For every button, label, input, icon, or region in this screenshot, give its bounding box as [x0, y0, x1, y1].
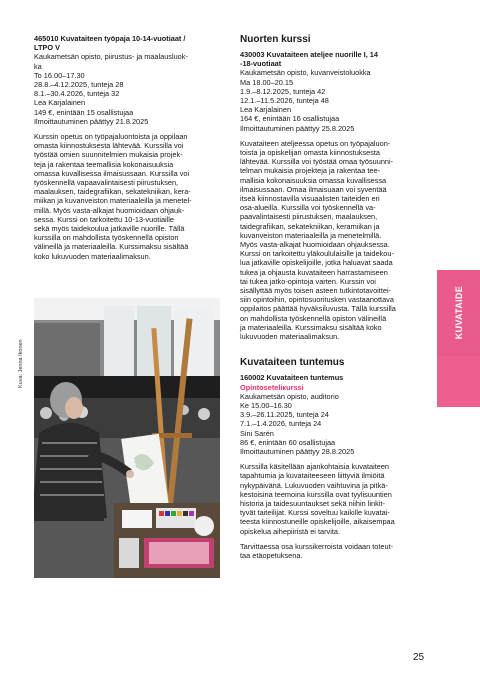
info-line: Ilmoittautuminen päättyy 25.8.2025: [240, 123, 355, 133]
desc-line: lukuvuoden materiaalimaksun.: [240, 332, 340, 342]
desc-line: tukea ja ohjausta kuvataiteen harrastamiseen: [240, 267, 388, 277]
desc-line: sekä myös taidekoulua jatkaville nuorille. Tällä: [34, 224, 185, 234]
desc-line: Kurssi on tarkoitettu yläkoululaisille ja taidekou-: [240, 249, 394, 259]
desc-line: teja ja rakentaa teemallisia kokonaisuuksia: [34, 159, 174, 169]
course-160002-description: [240, 462, 430, 536]
info-line: ka: [34, 61, 42, 71]
course-465010-title: [34, 34, 224, 52]
course-430003-title: [240, 50, 430, 68]
desc-line: koko lukuvuoden materiaalimaksun.: [34, 251, 151, 261]
desc-line: itseä kiinnostavilla visuaalisten taiteiden eri: [240, 194, 380, 204]
info-line: Kaukametsän opisto, piirustus- ja maalausluok-: [34, 52, 188, 62]
desc-line: osa-alueilla. Kurssilla voi työskennellä va-: [240, 203, 376, 213]
info-line: 12.1.–11.5.2026, tunteja 48: [240, 96, 329, 106]
title-line: -18-vuotiaat: [240, 59, 282, 69]
desc-line: historia ja taidesuuntaukset sekä niihin linkit-: [240, 498, 385, 508]
title-line: LTPO V: [34, 43, 60, 53]
course-160002-tag: Opintoseteliкurssi: [240, 382, 304, 392]
desc-line: kuvanveiston materiaaleilla ja menetelmillä.: [240, 230, 382, 240]
section-title-nuorten-kurssi: Nuorten kurssi: [240, 34, 311, 45]
title-line: 430003 Kuvataiteen ateljee nuorille I, 14: [240, 50, 378, 59]
desc-line: työskennellä vapaavalintaisesti piirustuksen,: [34, 178, 179, 188]
desc-line: millä. Myös vasta-alkajat huomioidaan ohjauk-: [34, 205, 185, 215]
desc-line: tai tukea jatko-opintoja varten. Kurssin voi: [240, 276, 376, 286]
desc-line: Kurssin opetus on työpajaluontoista ja oppilaan: [34, 132, 188, 142]
desc-line: nykypäivänä. Lukuvuoden vaihtuvina ja pitkä-: [240, 480, 388, 490]
info-line: To 16.00–17.30: [34, 70, 85, 80]
info-line: Kaukametsän opisto, kuvanveistoluokka: [240, 68, 371, 78]
desc-line: tapahtumia ja kuvataiteeseen liittyviä ilmiöitä: [240, 471, 385, 481]
title-line: 465010 Kuvataiteen työpaja 10-14-vuotiaat /: [34, 34, 186, 43]
desc-line: lua jatkaville opiskelijoille, jotka haluavat saada: [240, 258, 393, 268]
desc-line: kestoisina teemoina kurssilla ovat tyylisuuntien: [240, 489, 392, 499]
desc-line: sisällyttää myös toisen asteen tutkintotavoittei-: [240, 286, 392, 296]
desc-line: omassa kuvallisessa ilmaisussaan. Kurssilla voi: [34, 168, 190, 178]
info-line: Ke 15.00–16.30: [240, 400, 292, 410]
info-line: Sini Sarén: [240, 428, 274, 438]
desc-line: Kuvataiteen ateljeessa opetus on työpajaluon-: [240, 138, 391, 148]
course-465010-info: [34, 52, 224, 126]
desc-line: Myös vasta-alkajat huomioidaan ohjauksessa.: [240, 240, 390, 250]
info-line: Ilmoittautuminen päättyy 21.8.2025: [34, 116, 149, 126]
desc-line: kurssilla on mahdollista työskennellä opiston: [34, 233, 179, 243]
desc-line: tyvät taiteilijat. Kurssi soveltuu kaikille kuvatai-: [240, 508, 390, 518]
desc-line: työstää omien suunnitelmien mukaisia projek-: [34, 150, 183, 160]
desc-line: siin opintoihin, opintosuoritusken vastaanottava: [240, 295, 394, 305]
course-160002-info: [240, 392, 430, 456]
right-column: [240, 34, 430, 560]
desc-line: lähtevää. Kurssilla voi työstää omaa työsuunni-: [240, 157, 394, 167]
info-line: 7.1.–1.4.2026, tunteja 24: [240, 419, 322, 429]
desc-line: opiskelua aihepiiristä ei tarvita.: [240, 526, 341, 536]
desc-line: toista ja opiskelijan omasta kiinnostuksesta: [240, 148, 381, 158]
painting-photo: [34, 298, 220, 578]
desc-line: mallisia kokonaisuuksia omassa kuvallisessa: [240, 175, 387, 185]
desc-line: teesta kiinnostuneille opiskelijoille, aikaisempaa: [240, 517, 395, 527]
painting-photo-illustration: [34, 298, 220, 578]
info-line: Lea Karjalainen: [240, 105, 292, 115]
page-number: 25: [413, 652, 425, 663]
info-line: Ma 18.00–20.15: [240, 77, 294, 87]
desc-line: miikan ja kuvanveiston materiaaleilla ja menetel-: [34, 196, 192, 206]
info-line: 1.9.–8.12.2025, tunteja 42: [240, 86, 326, 96]
left-column: [34, 34, 224, 261]
info-line: 8.1.–30.4.2026, tunteja 32: [34, 89, 120, 99]
desc-line: taidegrafiikan, sekatekniikan, keramiikan ja: [240, 221, 380, 231]
desc-line: sessa. Kurssi on tarkoitettu 10-13-vuotiaille: [34, 214, 175, 224]
photo-credit: Kuva: Jenna Ikonen: [18, 339, 24, 388]
desc-line: omasta kiinnostuksesta lähtevää. Kurssilla voi: [34, 141, 184, 151]
info-line: 164 €, enintään 16 osallistujaa: [240, 114, 340, 124]
desc-line: on mahdollista työskennellä opiston välineillä: [240, 313, 387, 323]
info-line: Lea Karjalainen: [34, 98, 86, 108]
desc-line: maalauksen, taidegrafiikan, sekatekniikan, kera-: [34, 187, 191, 197]
course-465010-description: [34, 132, 224, 261]
desc-line: ilmaisussaan. Omaa ilmaisuaan voi syventää: [240, 184, 387, 194]
course-430003-info: [240, 68, 430, 132]
desc-line: välineillä ja materiaaleilla. Kurssimaksu sisältää: [34, 242, 189, 252]
side-tab-lower: [437, 356, 480, 407]
info-line: Ilmoittautuminen päättyy 28.8.2025: [240, 446, 355, 456]
desc-line: Kurssilla käsitellään ajankohtaisia kuvataiteen: [240, 462, 390, 472]
info-line: 3.9.–26.11.2025, tunteja 24: [240, 410, 329, 420]
note-line: taa etäopetuksena.: [240, 550, 303, 560]
info-line: Kaukametsän opisto, auditorio: [240, 391, 339, 401]
desc-line: telman mukaisia projekteja ja rakentaa tee-: [240, 166, 381, 176]
side-tab-kuvataide: [437, 270, 480, 356]
info-line: 149 €, enintään 15 osallistujaa: [34, 107, 134, 117]
desc-line: oppilaitos päättää hyväksiluvusta. Tällä kurssilla: [240, 304, 396, 314]
course-160002-title: 160002 Kuvataiteen tuntemus: [240, 373, 344, 383]
info-line: 86 €, enintään 60 osallistujaa: [240, 437, 336, 447]
course-160002-note: [240, 542, 430, 560]
desc-line: paavalintaisesti piirustuksen, maalauksen,: [240, 212, 378, 222]
side-tab-label: KUVATAIDE: [453, 286, 464, 340]
info-line: 28.8.–4.12.2025, tunteja 28: [34, 80, 124, 90]
note-line: Tarvittaessa osa kurssikerroista voidaan toteut-: [240, 541, 394, 551]
course-430003-description: [240, 139, 430, 341]
section-title-kuvataiteen-tuntemus: Kuvataiteen tuntemus: [240, 357, 345, 369]
desc-line: ja materiaaleilla. Kurssimaksu sisältää koko: [240, 322, 382, 332]
